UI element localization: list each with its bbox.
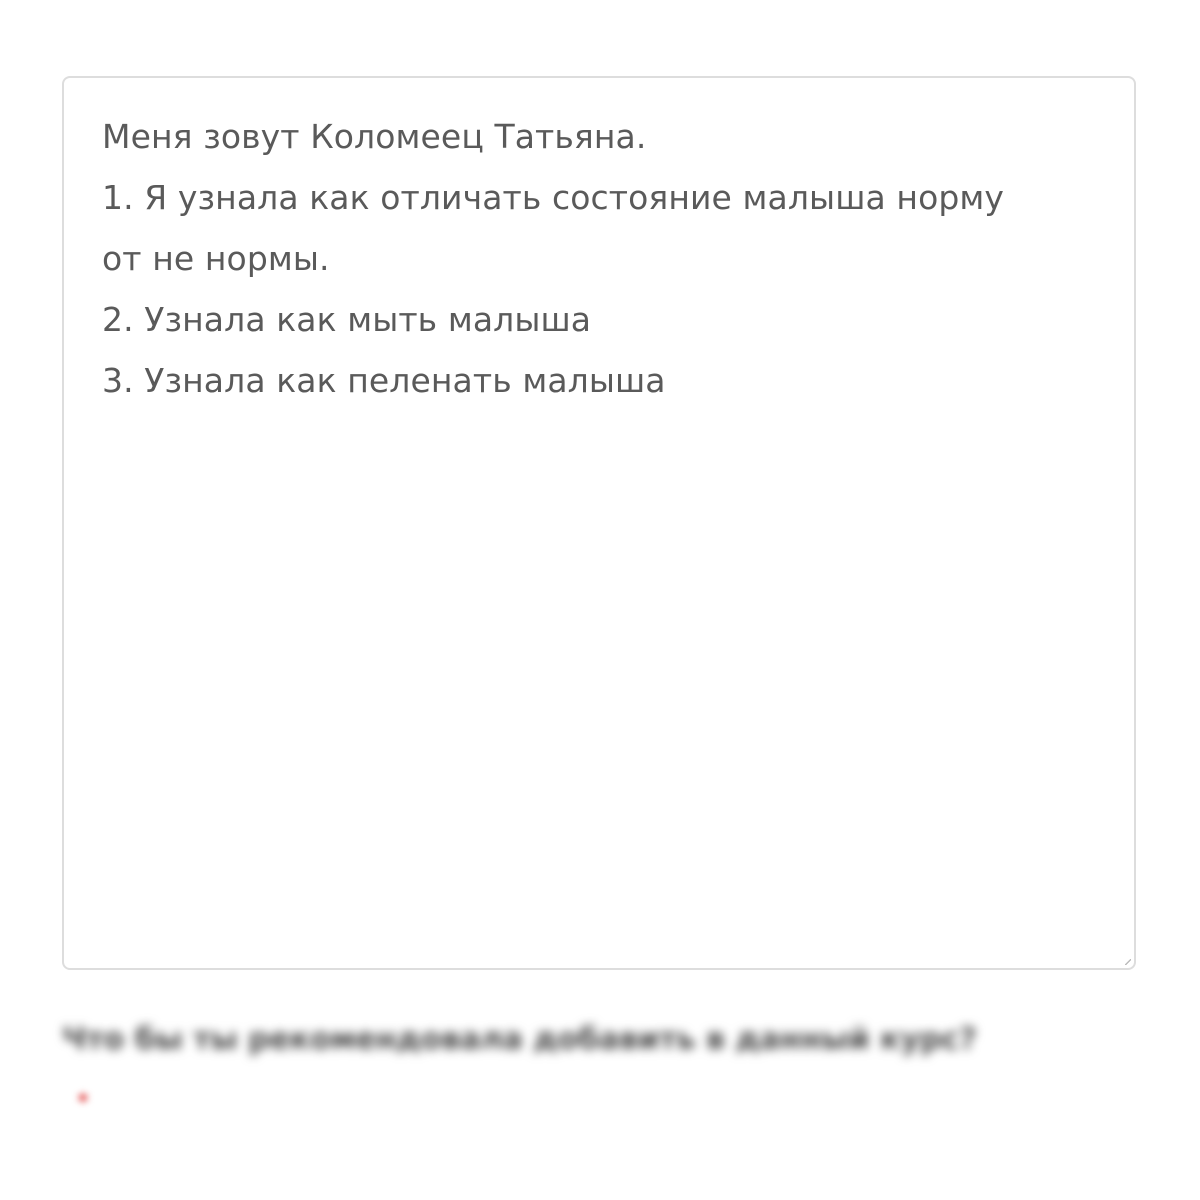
required-asterisk: *	[76, 1086, 90, 1119]
answer-line-item-2: 2. Узнала как мыть малыша	[102, 300, 592, 339]
answer-line-item-1-cont: от не нормы.	[102, 239, 330, 278]
textarea-resize-handle[interactable]	[1124, 958, 1132, 966]
answer-line-item-3: 3. Узнала как пеленать малыша	[102, 361, 666, 400]
question-label: Что бы ты рекомендовала добавить в данный курс?	[62, 1022, 977, 1057]
answer-line-item-1: 1. Я узнала как отличать состояние малыша норму	[102, 178, 1005, 217]
answer-textarea[interactable]	[62, 76, 1136, 970]
answer-line-intro: Меня зовут Коломеец Татьяна.	[102, 117, 647, 156]
